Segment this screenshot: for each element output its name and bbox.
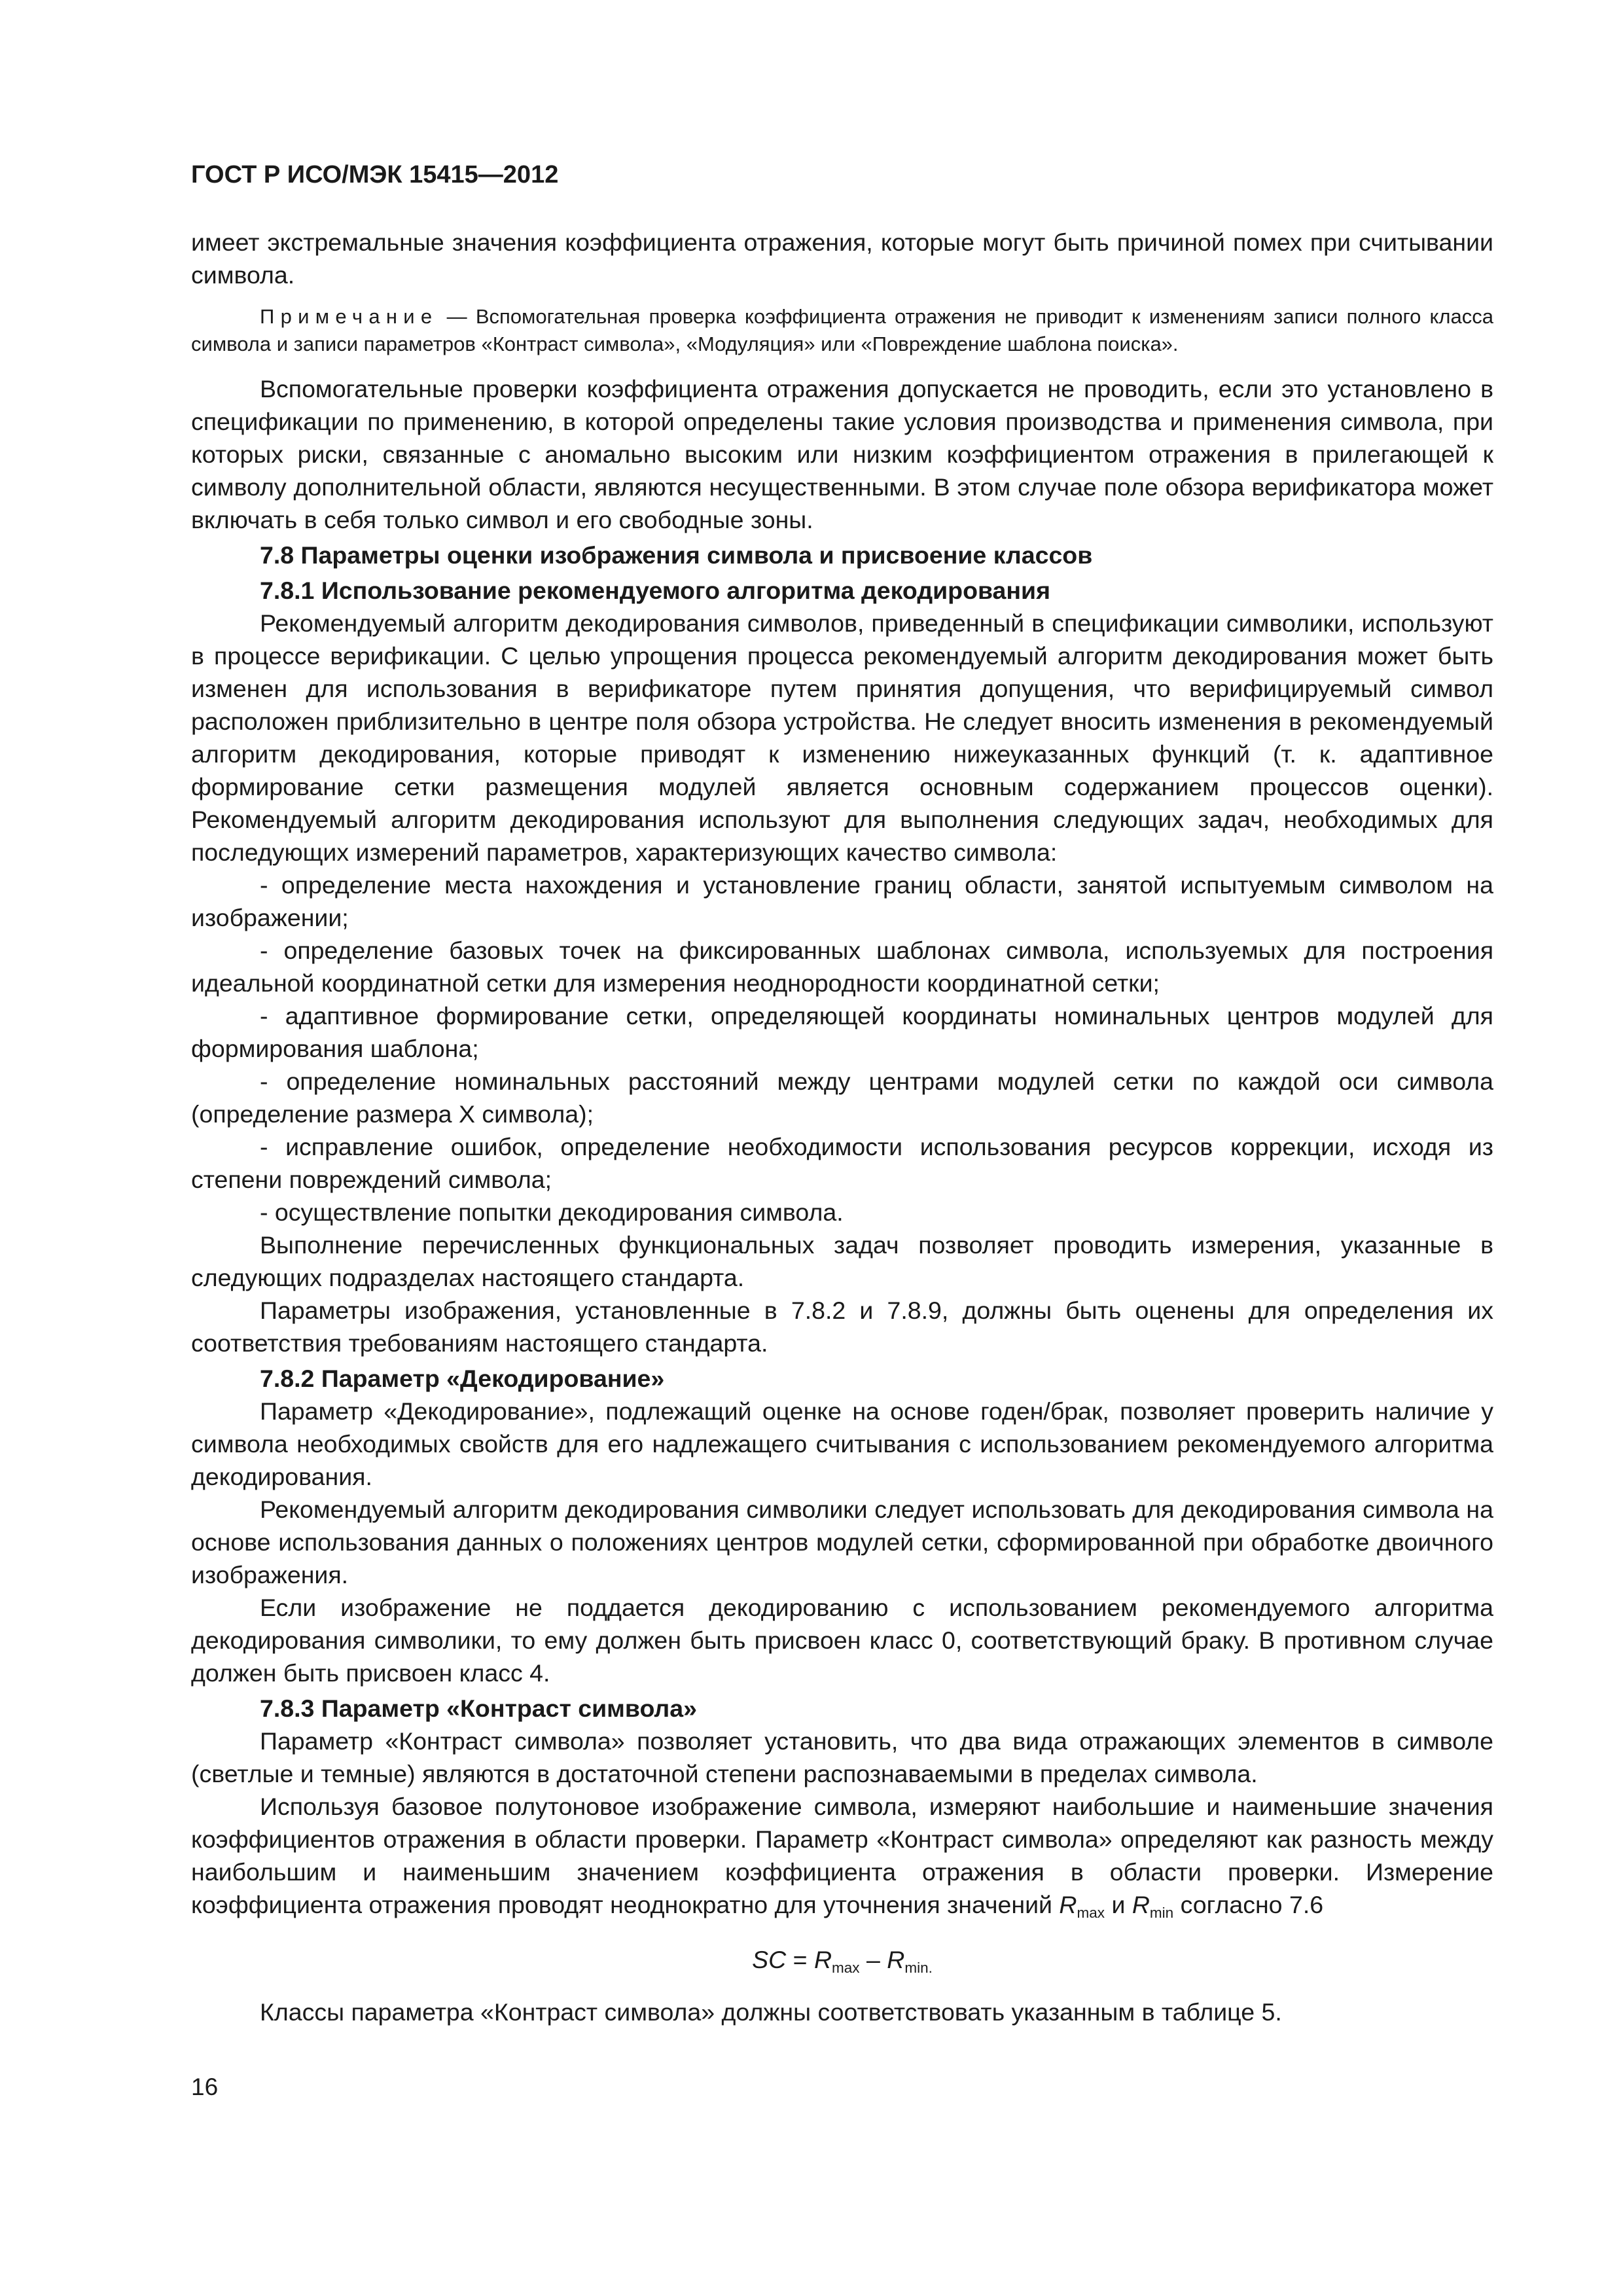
conjunction-text: и	[1105, 1891, 1132, 1918]
formula-r: R	[813, 1946, 832, 1973]
subscript-max: max	[1077, 1904, 1105, 1921]
section-heading-7-8-2: 7.8.2 Параметр «Декодирование»	[260, 1365, 665, 1392]
note-label: Примечание	[260, 305, 438, 328]
paragraph: Если изображение не поддается декодированию с использованием рекомендуемого алгоритма декодирования символики, то ему должен быть присвоен класс 0, соответствующий браку. В противном случае должен быть присвоен класс 4.	[191, 1594, 1493, 1687]
formula-sub-min: min.	[904, 1959, 933, 1976]
paragraph: Параметр «Контраст символа» позволяет установить, что два вида отражающих элементов в символе (светлые и темные) являются в достаточной степени распознаваемыми в пределах символа.	[191, 1727, 1493, 1787]
paragraph: Рекомендуемый алгоритм декодирования символики следует использовать для декодирования символа на основе использования данных о положениях центров модулей сетки, сформированной при обработке двоичного изображения.	[191, 1496, 1493, 1588]
note-text: — Вспомогательная проверка коэффициента отражения не приводит к изменениям записи полного класса символа и записи параметров «Контраст символа», «Модуляция» или «Повреждение шаблона поиска».	[191, 305, 1493, 355]
symbol-r-min: R	[1132, 1891, 1150, 1918]
subscript-min: min	[1149, 1904, 1174, 1921]
formula-minus: –	[859, 1946, 887, 1973]
paragraph: Параметры изображения, установленные в 7.8.2 и 7.8.9, должны быть оценены для определения их соответствия требованиям настоящего стандарта.	[191, 1297, 1493, 1357]
list-item: - исправление ошибок, определение необходимости использования ресурсов коррекции, исходя из степени повреждений символа;	[191, 1133, 1493, 1193]
section-heading-7-8-1: 7.8.1 Использование рекомендуемого алгоритма декодирования	[260, 577, 1050, 604]
paragraph: имеет экстремальные значения коэффициента отражения, которые могут быть причиной помех при считывании символа.	[191, 228, 1493, 289]
section-heading-7-8-3: 7.8.3 Параметр «Контраст символа»	[260, 1695, 697, 1722]
document-header-title: ГОСТ Р ИСО/МЭК 15415—2012	[191, 161, 559, 188]
paragraph: Классы параметра «Контраст символа» должны соответствовать указанным в таблице 5.	[260, 1998, 1282, 2026]
paragraph-with-formula-refs	[191, 1790, 1493, 1921]
list-item: - определение места нахождения и установление границ области, занятой испытуемым символом на изображении;	[191, 871, 1493, 931]
section-heading-7-8: 7.8 Параметры оценки изображения символа и присвоение классов	[260, 541, 1093, 569]
formula-r: R	[887, 1946, 905, 1973]
list-item: - осуществление попытки декодирования символа.	[260, 1198, 844, 1226]
list-item: - определение базовых точек на фиксированных шаблонах символа, используемых для построения идеальной координатной сетки для измерения неоднородности координатной сетки;	[191, 937, 1493, 997]
note-paragraph	[191, 303, 1493, 358]
formula-sc	[191, 1943, 1493, 1976]
paragraph-text: Используя базовое полутоновое изображение символа, измеряют наибольшие и наименьшие значения коэффициентов отражения в области проверки. Параметр «Контраст символа» определяют как разность между наибольшим и наименьшим значением коэффициента отражения в области проверки. Измерение коэффициента отражения проводят неоднократно для уточнения значений	[191, 1793, 1493, 1918]
paragraph: Рекомендуемый алгоритм декодирования символов, приведенный в спецификации символики, используют в процессе верификации. С целью упрощения процесса рекомендуемый алгоритм декодирования может быть изменен для использования в верификаторе путем принятия допущения, что верифицируемый символ расположен приблизительно в центре поля обзора устройства. Не следует вносить изменения в рекомендуемый алгоритм декодирования, которые приводят к изменению нижеуказанных функций (т. к. адаптивное формирование сетки размещения модулей является основным содержанием процессов оценки). Рекомендуемый алгоритм декодирования используют для выполнения следующих задач, необходимых для последующих измерений параметров, характеризующих качество символа:	[191, 609, 1493, 866]
formula-sub-max: max	[832, 1959, 860, 1976]
page-number: 16	[191, 2073, 219, 2100]
paragraph: Выполнение перечисленных функциональных задач позволяет проводить измерения, указанные в следующих подразделах настоящего стандарта.	[191, 1231, 1493, 1291]
formula-equals: =	[786, 1946, 814, 1973]
list-item: - определение номинальных расстояний между центрами модулей сетки по каждой оси символа (определение размера X символа);	[191, 1067, 1493, 1128]
paragraph-text-end: согласно 7.6	[1173, 1891, 1324, 1918]
paragraph: Вспомогательные проверки коэффициента отражения допускается не проводить, если это установлено в спецификации по применению, в которой определены такие условия производства и применения символа, при которых риски, связанные с аномально высоким или низким коэффициентом отражения в прилегающей к символу дополнительной области, являются несущественными. В этом случае поле обзора верификатора может включать в себя только символ и его свободные зоны.	[191, 375, 1493, 533]
formula-sc-symbol: SC	[752, 1946, 787, 1973]
list-item: - адаптивное формирование сетки, определяющей координаты номинальных центров модулей для формирования шаблона;	[191, 1002, 1493, 1062]
symbol-r-max: R	[1059, 1891, 1077, 1918]
document-body	[191, 226, 1493, 2028]
paragraph: Параметр «Декодирование», подлежащий оценке на основе годен/брак, позволяет проверить наличие у символа необходимых свойств для его надлежащего считывания с использованием рекомендуемого алгоритма декодирования.	[191, 1397, 1493, 1490]
